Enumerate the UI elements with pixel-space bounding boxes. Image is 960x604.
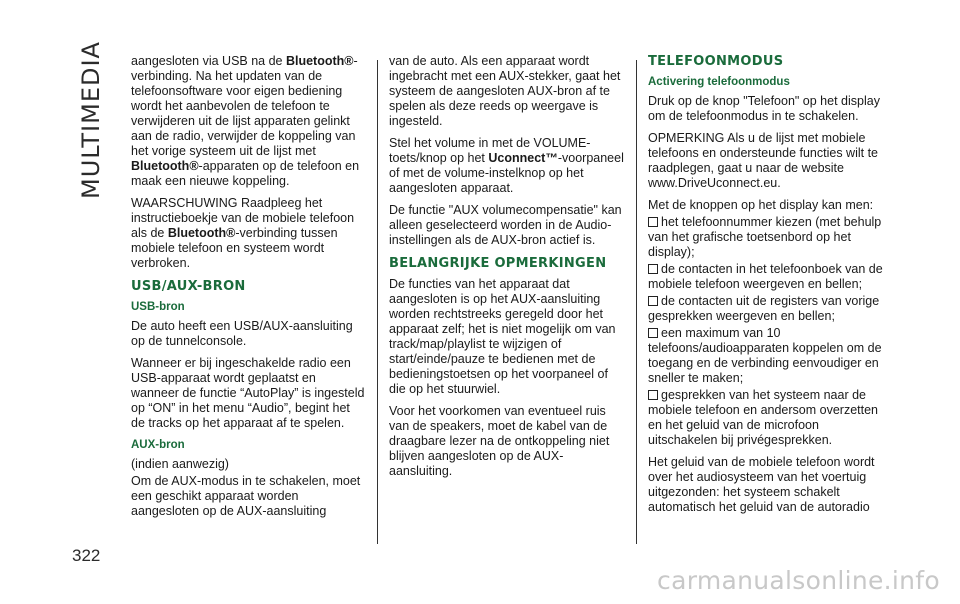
section-heading-telefoonmodus: TELEFOONMODUS [648, 54, 784, 69]
warning-paragraph [131, 196, 367, 271]
text: WAARSCHUWING Raadpleeg het instructieboekje van de mobiele telefoon als de [131, 196, 355, 240]
checkbox-bullet-icon [648, 296, 658, 306]
column-divider-1 [377, 60, 378, 544]
column-1 [131, 54, 367, 526]
subheading-activering: Activering telefoonmodus [648, 76, 790, 88]
subheading-usb-bron: USB-bron [131, 301, 185, 313]
bold-text: Bluetooth® [285, 54, 354, 68]
paragraph: Om de AUX-modus in te schakelen, moet een geschikt apparaat worden aangesloten op de AUX-aansluiting [131, 474, 361, 518]
text: -apparaten op de telefoon en maak een nieuwe koppeling. [131, 159, 360, 188]
paragraph [131, 54, 367, 189]
section-heading-usb-aux: USB/AUX-BRON [131, 279, 246, 294]
paragraph: Voor het voorkomen van eventueel ruis van de speakers, moet de kabel van de draagbare lezer na de ontkoppeling niet blijven aangesloten op de AUX-aansluiting. [389, 404, 610, 478]
paragraph: De functies van het apparaat dat aangesloten is op het AUX-aansluiting worden rechtstreeks geregeld door het apparaat zelf; het is niet mogelijk om van track/map/playlist te wijzigen of start/einde/pauze te bedienen met de bedieningstoetsen op het voorpaneel of die op het stuurwiel. [389, 277, 616, 396]
section-heading-belangrijke: BELANGRIJKE OPMERKINGEN [389, 256, 607, 271]
section-tab-label: MULTIMEDIA [77, 41, 105, 199]
bullet-item [648, 215, 884, 260]
bullet-text: het telefoonnummer kiezen (met behulp van het grafische toetsenbord op het display); [648, 215, 882, 259]
column-3 [648, 54, 884, 522]
checkbox-bullet-icon [648, 217, 658, 227]
paragraph: Wanneer er bij ingeschakelde radio een USB-apparaat wordt geplaatst en wanneer de functie “AutoPlay” is ingesteld op “ON” in het menu “Audio”, begint het de tracks op het apparaat af te spelen. [131, 356, 365, 430]
paragraph [389, 136, 625, 196]
bullet-item [648, 262, 884, 292]
paragraph: (indien aanwezig) [131, 457, 229, 471]
note-paragraph: OPMERKING Als u de lijst met mobiele telefoons en ondersteunde functies wilt te raadplegen, gaat u naar de website www.DriveUconnect.eu. [648, 131, 879, 190]
bullet-text: een maximum van 10 telefoons/audioapparaten koppelen om de toegang en de verbinding eenvoudiger en sneller te maken; [648, 326, 882, 385]
subheading-aux-bron: AUX-bron [131, 439, 185, 451]
checkbox-bullet-icon [648, 390, 658, 400]
watermark: carmanualsonline.info [657, 566, 940, 595]
bullet-item [648, 326, 884, 386]
bullet-text: gesprekken van het systeem naar de mobiele telefoon en andersom overzetten en het geluid van de microfoon uitschakelen bij privégesprekken. [648, 388, 879, 447]
paragraph: van de auto. Als een apparaat wordt ingebracht met een AUX-stekker, gaat het systeem de aangesloten AUX-bron af te spelen als deze reeds op weergave is ingesteld. [389, 54, 621, 128]
text: -verbinding tussen mobiele telefoon en systeem wordt verbroken. [131, 226, 338, 270]
bullet-text: de contacten in het telefoonboek van de mobiele telefoon weergeven en bellen; [648, 262, 883, 291]
bullet-text: de contacten uit de registers van vorige gesprekken weergeven en bellen; [648, 294, 880, 323]
bold-text: Bluetooth® [167, 226, 236, 240]
checkbox-bullet-icon [648, 328, 658, 338]
section-tab [70, 41, 112, 199]
bullet-item [648, 388, 884, 448]
column-divider-2 [636, 60, 637, 544]
text: -verbinding. Na het updaten van de telefoonsoftware voor eigen bediening wordt het aanbevolen de telefoon te verwijderen uit de lijst apparaten gelinkt aan de radio, verwijder de koppeling van het vorige systeem uit de lijst met [131, 54, 358, 158]
column-2 [389, 54, 625, 486]
bullet-item [648, 294, 884, 324]
paragraph: Druk op de knop "Telefoon" op het display om de telefoonmodus in te schakelen. [648, 94, 880, 123]
text: aangesloten via USB na de [131, 54, 286, 68]
checkbox-bullet-icon [648, 264, 658, 274]
text: Stel het volume in met de VOLUME-toets/knop op het [389, 136, 591, 165]
page-number: 322 [72, 546, 101, 565]
paragraph: De functie "AUX volumecompensatie" kan alleen geselecteerd worden in de Audio-instellingen als de AUX-bron actief is. [389, 203, 622, 247]
bold-text: Bluetooth® [131, 159, 199, 173]
text: -voorpaneel of met de volume-instelknop op het aangesloten apparaat. [389, 151, 624, 195]
bold-text: Uconnect™ [488, 151, 558, 165]
paragraph: Het geluid van de mobiele telefoon wordt over het audiosysteem van het voertuig uitgezonden: het systeem schakelt automatisch het geluid van de autoradio [648, 455, 875, 514]
paragraph: Met de knoppen op het display kan men: [648, 198, 874, 212]
paragraph: De auto heeft een USB/AUX-aansluiting op de tunnelconsole. [131, 319, 353, 348]
